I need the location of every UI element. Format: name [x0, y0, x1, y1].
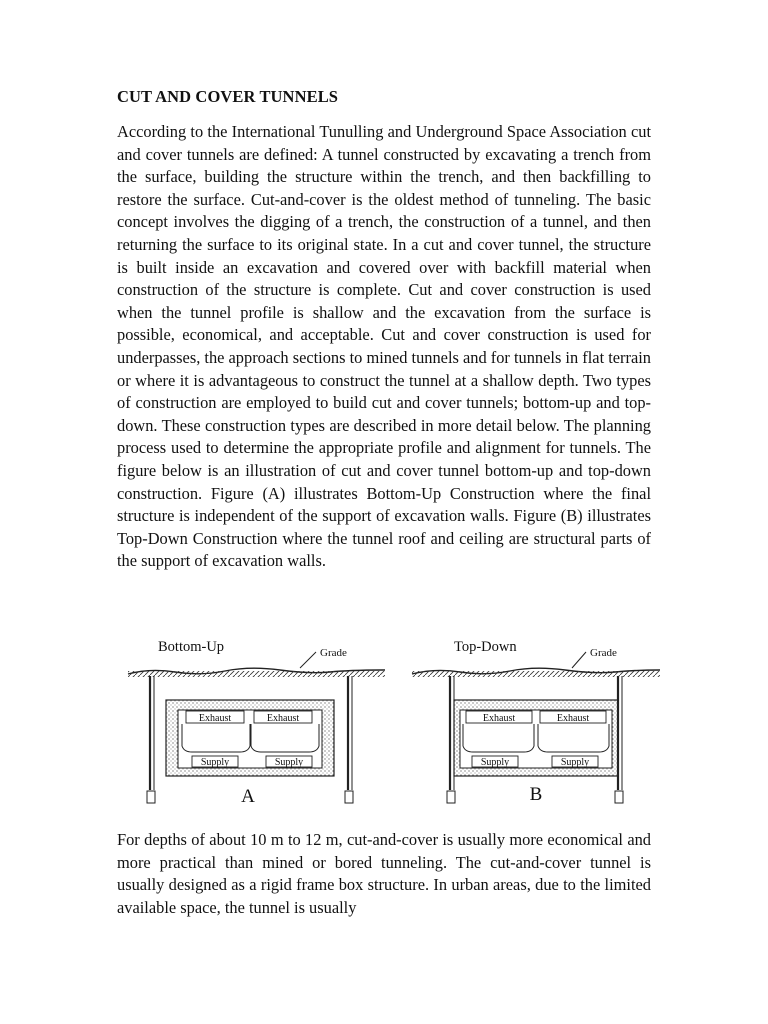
- panel-b-exhaust-right: Exhaust: [556, 713, 590, 724]
- body-paragraph-1: According to the International Tunulling and Underground Space Association cut and cover tunnels are defined: A tunnel constructed by excavating a trench from the surface, building the structure within the trench, and then backfilling to restore the surface. Cut-and-cover is the oldest method of tunneling. The basic concept involves the digging of a trench, the construction of a tunnel, and then returning the surface to its original state. In a cut and cover tunnel, the structure is built inside an excavation and covered over with backfill material when construction of the structure is complete. Cut and cover construction is used when the tunnel profile is shallow and the excavation from the surface is possible, economical, and acceptable. Cut and cover construction is used for underpasses, the approach sections to mined tunnels and for tunnels in flat terrain or where it is advantageous to construct the tunnel at a shallow depth. Two types of construction are employed to build cut and cover tunnels; bottom-up and top-down. These construction types are described in more detail below. The planning process used to determine the appropriate profile and alignment for tunnels. The figure below is an illustration of cut and cover tunnel bottom-up and top-down construction. Figure (A) illustrates Bottom-Up Construction where the final structure is independent of the support of excavation walls. Figure (B) illustrates Top-Down Construction where the tunnel roof and ceiling are structural parts of the support of excavation walls.: [117, 122, 651, 571]
- panel-a-ground-hatch: [128, 671, 385, 677]
- panel-a-supply-left: Supply: [200, 757, 230, 768]
- panel-b-supply-right: Supply: [560, 757, 590, 768]
- panel-a-grade-label: Grade: [320, 647, 347, 659]
- panel-a-exhaust-left: Exhaust: [198, 713, 232, 724]
- panel-b-heading: Top-Down: [454, 639, 517, 655]
- panel-a-supply-right: Supply: [274, 757, 304, 768]
- panel-a-right-pile-tip: [345, 791, 353, 803]
- panel-b-right-pile-tip: [615, 791, 623, 803]
- panel-a-heading: Bottom-Up: [158, 639, 225, 655]
- tunnel-construction-figure: [120, 630, 660, 815]
- panel-b-exhaust-left: Exhaust: [482, 713, 516, 724]
- panel-b-grade-leader: [572, 652, 586, 668]
- panel-a-left-pile-tip: [147, 791, 155, 803]
- panel-a-grade-leader: [300, 652, 316, 668]
- section-title: CUT AND COVER TUNNELS: [117, 87, 339, 106]
- panel-a-exhaust-right: Exhaust: [266, 713, 300, 724]
- body-paragraph-2: For depths of about 10 m to 12 m, cut-and-cover is usually more economical and more practical than mined or bored tunneling. The cut-and-cover tunnel is usually designed as a rigid frame box structure. In urban areas, due to the limited available space, the tunnel is usually: [117, 830, 651, 917]
- panel-a-bottom-up: [128, 639, 385, 807]
- panel-b-top-down: [412, 639, 660, 805]
- panel-b-letter: B: [529, 784, 543, 805]
- panel-b-left-pile-tip: [447, 791, 455, 803]
- panel-b-supply-left: Supply: [480, 757, 510, 768]
- figure-svg: [120, 630, 660, 815]
- panel-a-letter: A: [241, 786, 255, 807]
- panel-b-grade-label: Grade: [590, 647, 617, 659]
